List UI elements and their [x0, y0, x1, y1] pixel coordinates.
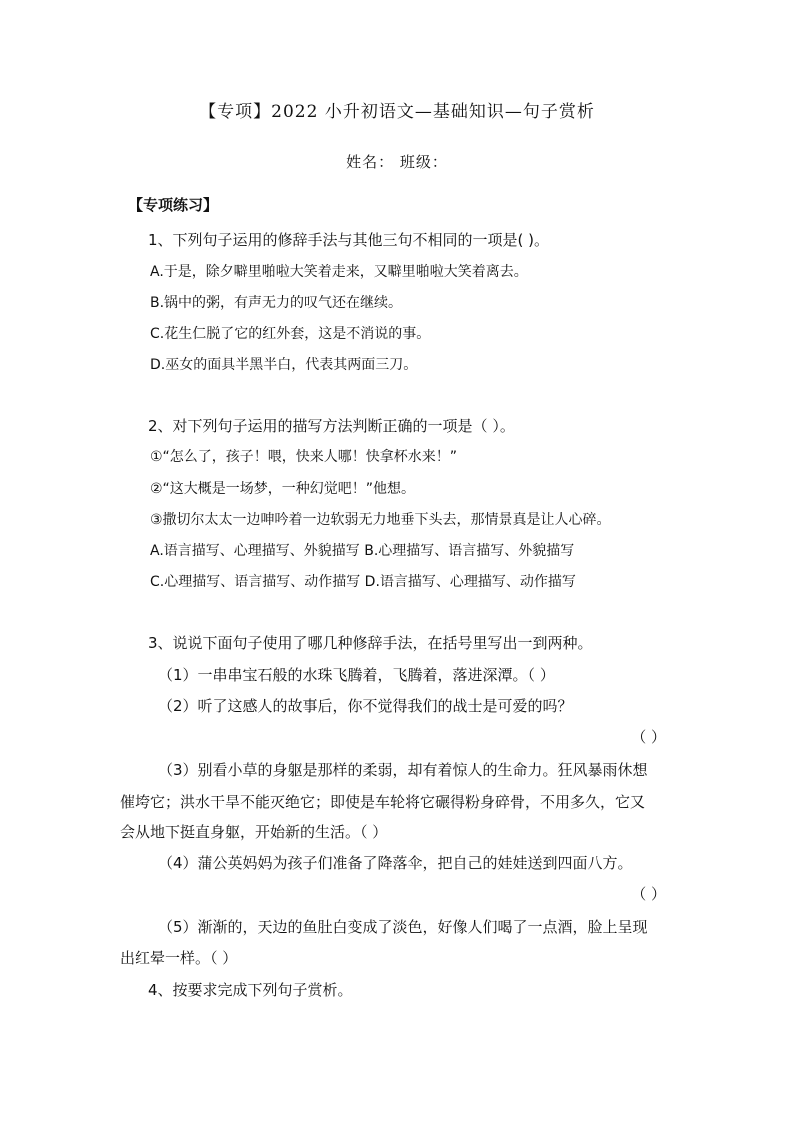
question-3-sentence-1: （1）一串串宝石般的水珠飞腾着，飞腾着，落进深潭。（ ） [158, 666, 555, 684]
question-3-sentence-4: （4）蒲公英妈妈为孩子们准备了降落伞，把自己的娃娃送到四面八方。 [158, 854, 633, 872]
question-2-stem: 2、对下列句子运用的描写方法判断正确的一项是（ ）。 [148, 417, 515, 435]
question-4-stem: 4、按要求完成下列句子赏析。 [148, 981, 353, 999]
name-class-line: 姓名： 班级： [346, 153, 448, 171]
question-1-option-c: C.花生仁脱了它的红外套，这是不消说的事。 [150, 326, 431, 342]
question-1-option-a: A.于是，除夕噼里啪啦大笑着走来，又噼里啪啦大笑着离去。 [150, 264, 528, 280]
question-3-stem: 3、说说下面句子使用了哪几种修辞手法，在括号里写出一到两种。 [148, 634, 593, 652]
question-3-sentence-3-line-3: 会从地下挺直身躯，开始新的生活。（ ） [120, 823, 388, 841]
question-3-sentence-3-line-2: 催垮它；洪水干旱不能灭绝它；即使是车轮将它碾得粉身碎骨，不用多久，它又 [120, 793, 646, 811]
question-2-options-row-1: A.语言描写、心理描写、外貌描写 B.心理描写、语言描写、外貌描写 [150, 543, 575, 559]
page-title: 【专项】2022 小升初语文—基础知识—句子赏析 [199, 102, 595, 122]
question-3-sentence-3-line-1: （3）别看小草的身躯是那样的柔弱，却有着惊人的生命力。狂风暴雨休想 [158, 761, 648, 779]
question-3-sentence-4-answer-paren: （ ） [631, 885, 666, 903]
question-2-item-3: ③撒切尔太太一边呻吟着一边软弱无力地垂下头去，那情景真是让人心碎。 [150, 512, 611, 528]
question-2-options-row-2: C.心理描写、语言描写、动作描写 D.语言描写、心理描写、动作描写 [150, 574, 576, 590]
question-3-sentence-2-answer-paren: （ ） [631, 728, 666, 746]
question-2-item-2: ②“这大概是一场梦，一种幻觉吧！”他想。 [150, 481, 416, 497]
question-1-option-b: B.锅中的粥，有声无力的叹气还在继续。 [150, 295, 403, 311]
question-1-option-d: D.巫女的面具半黑半白，代表其两面三刀。 [150, 357, 418, 373]
section-heading: 【专项练习】 [128, 196, 219, 214]
question-3-sentence-2: （2）听了这感人的故事后，你不觉得我们的战士是可爱的吗？ [158, 697, 573, 715]
question-3-sentence-5-line-1: （5）渐渐的，天边的鱼肚白变成了淡色，好像人们喝了一点酒，脸上呈现 [158, 918, 648, 936]
question-1-stem: 1、下列句子运用的修辞手法与其他三句不相同的一项是( )。 [148, 231, 550, 249]
question-3-sentence-5-line-2: 出红晕一样。（ ） [120, 949, 238, 967]
question-2-item-1: ①“怎么了，孩子！喂，快来人哪！快拿杯水来！” [150, 449, 458, 465]
